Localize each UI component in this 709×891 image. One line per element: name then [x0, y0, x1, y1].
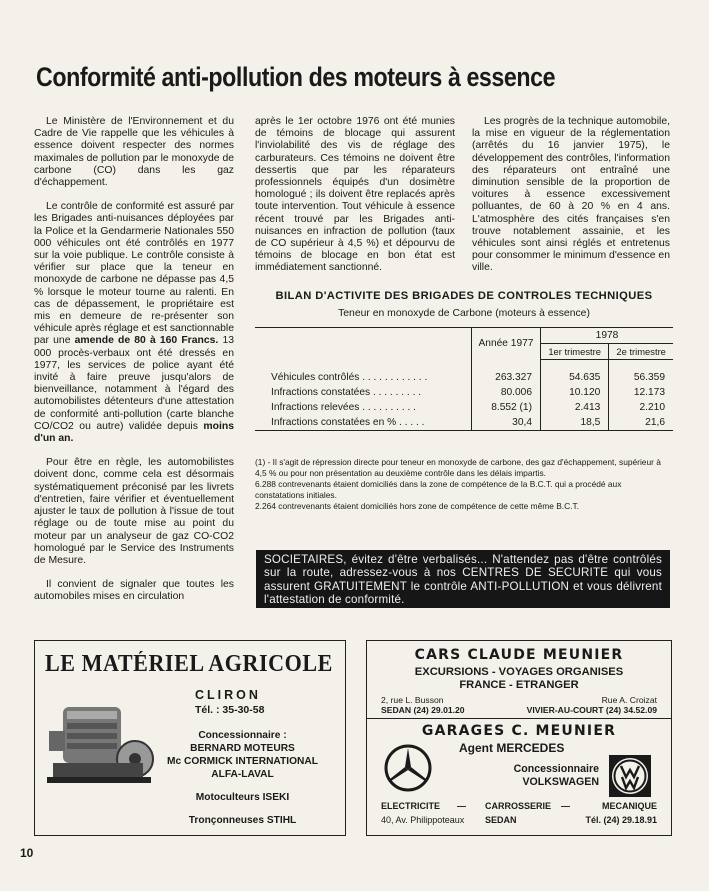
activity-table-block — [255, 290, 673, 431]
ad-city: CLIRON — [195, 688, 261, 702]
address-right: Rue A. Croizat — [601, 695, 657, 705]
paragraph: après le 1er octobre 1976 ont été munies de témoins de blocage qui assurent l'inviolabilité des vis de réglage des carburateurs. Ces témoins ne doivent être dessertis que par les réparateurs professionnels équipés d'un dosimètre homologué ; ils doivent être replacés après toute intervention. Tout véhicule à essence récent trouvé par les Brigades anti-nuisances en infraction de pollution (taux de CO supérieur à 4,5 %) et dépourvu de témoins de blocage en bon état est immédiatement sanctionné. — [255, 116, 455, 274]
paragraph: Pour être en règle, les automobilistes doivent donc, comme cela est désormais systématiquement préconisé par les livrets d'entretien, faire vérifier et éventuellement ajuster le taux de pollution à l'issue de tout réglage ou de toute mise au point du moteur par un analyseur de gaz CO-CO2 homologué par le Service des Instruments de Mesure. — [34, 457, 234, 566]
table-row — [255, 400, 673, 415]
row-label: Véhicules contrôlés . . . . . . . . . . . . — [271, 371, 428, 383]
row-label: Infractions constatées . . . . . . . . . — [271, 386, 422, 398]
header-year-1977: Année 1977 — [472, 328, 541, 360]
agent-label: Agent MERCEDES — [459, 741, 565, 755]
activity-table — [255, 327, 673, 431]
ad-line: ALFA-LAVAL — [211, 769, 274, 780]
cell-t2: 2.210 — [609, 400, 673, 415]
page-number: 10 — [20, 846, 34, 860]
cell-1977: 263.327 — [472, 370, 541, 385]
paragraph — [34, 201, 234, 445]
ad-details — [145, 729, 340, 827]
row-label: Infractions constatées en % . . . . . — [271, 416, 425, 428]
cell-t1: 2.413 — [541, 400, 609, 415]
cell-1977: 8.552 (1) — [472, 400, 541, 415]
table-corner — [255, 328, 472, 360]
cell-t2: 12.173 — [609, 385, 673, 400]
paragraph: Le Ministère de l'Environnement et du Cadre de Vie rappelle que les véhicules à essence doivent respecter des normes maximales de pollution par le monoxyde de carbone (CO) dans les gaz d'échappement. — [34, 116, 234, 189]
footnote: 2.264 contrevenants étaient domiciliés hors zone de compétence de cette même B.C.T. — [255, 501, 580, 511]
table-row — [255, 385, 673, 400]
header-trimester-1: 1er trimestre — [541, 344, 609, 360]
ad-title: LE MATÉRIEL AGRICOLE — [45, 651, 333, 677]
article-column-2 — [255, 116, 455, 287]
phone-right: VIVIER-AU-COURT (24) 34.52.09 — [526, 705, 657, 715]
row-label: Infractions relevées . . . . . . . . . . — [271, 401, 416, 413]
ad-line: BERNARD MOTEURS — [190, 743, 295, 754]
divider — [367, 718, 671, 719]
table-subtitle: Teneur en monoxyde de Carbone (moteurs à essence) — [338, 308, 590, 319]
ad-subtitle: EXCURSIONS - VOYAGES ORGANISES — [414, 666, 624, 678]
cell-t1: 54.635 — [541, 370, 609, 385]
ad-line: Tronçonneuses STIHL — [188, 815, 297, 826]
paragraph: Les progrès de la technique automobile, la mise en vigueur de la réglementation (arrêtés du 16 janvier 1975), le développement des contrôles, l'information des réparateurs ont entraîné une diminution sensible de la proportion de voitures à essence excessivement polluantes, de 60 à 20 % en 4 ans. L'atmosphère des cités françaises s'en trouve notablement assainie, et les véhicules sont ainsi réglés et entretenus pour consommer le minimum d'essence en ville. — [472, 116, 670, 274]
cell-t1: 18,5 — [541, 415, 609, 431]
ad-title: CARS CLAUDE MEUNIER — [414, 647, 624, 663]
ad-materiel-agricole — [34, 640, 346, 836]
ad-phone: Tél. : 35-30-58 — [195, 704, 265, 716]
cell-t2: 21,6 — [609, 415, 673, 431]
cell-1977: 30,4 — [472, 415, 541, 431]
fine-amount: amende de 80 à 160 Francs. — [74, 335, 219, 347]
concession-label: Concessionnaire VOLKSWAGEN — [513, 763, 599, 788]
cell-1977: 80.006 — [472, 385, 541, 400]
ad-line: Mc CORMICK INTERNATIONAL — [167, 756, 318, 767]
phone-left: SEDAN (24) 29.01.20 — [381, 705, 465, 715]
text-run: 13 000 procès-verbaux ont été dressés en 1977, les services de police ayant été invité à faire preuve jusqu'alors de bienveillance, notamment à l'égard des automobilistes détenteurs d'une attestation de conformité anti-pollution (carte blanche CO/CO2 ou autre) validée depuis — [34, 335, 234, 432]
footnote: (1) - Il s'agit de répression directe pour teneur en monoxyde de carbone, des gaz d'échappement, supérieur à 4,5 % ou pour non présentation au deuxième contrôle dans les délais impartis. — [255, 457, 661, 478]
members-notice-box: SOCIETAIRES, évitez d'être verbalisés... N'attendez pas d'être contrôlés sur la route, adressez-vous à nos CENTRES DE SECURITE qui vous assurent GRATUITEMENT le contrôle ANTI-POLLUTION et vous délivrent l'attestation de conformité. — [256, 550, 670, 608]
cell-t1: 10.120 — [541, 385, 609, 400]
text-run: Le contrôle de conformité est assuré par les Brigades anti-nuisances déployées par la Police et la Gendarmerie Nationales 550 000 véhicules ont été contrôlés en 1977 sur la voie publique. Le contrôle consiste à vérifier sur place que la teneur en monoxyde de carbone ne dépasse pas 4,5 % lorsque le moteur tourne au ralenti. En cas de dépassement, le propriétaire est mis en demeure de re-présenter son véhicule après réglage et est sanctionnable par une — [34, 201, 234, 347]
table-row — [255, 370, 673, 385]
paragraph: Il convient de signaler que toutes les automobiles mises en circulation — [34, 579, 234, 603]
cell-t2: 56.359 — [609, 370, 673, 385]
header-year-1978: 1978 — [541, 328, 674, 344]
ad-line: Concessionnaire : — [198, 730, 287, 741]
validity-period: moins d'un an. — [34, 420, 234, 445]
ad-phone-row — [381, 705, 657, 715]
header-trimester-2: 2e trimestre — [609, 344, 673, 360]
ad-subtitle: FRANCE - ETRANGER — [459, 679, 579, 691]
article-title: Conformité anti-pollution des moteurs à essence — [36, 62, 556, 92]
garages-title: GARAGES C. MEUNIER — [421, 723, 617, 739]
article-column-1 — [34, 116, 234, 616]
volkswagen-logo-icon — [609, 755, 651, 797]
article-column-3 — [472, 116, 670, 287]
address-left: 2, rue L. Busson — [381, 695, 444, 705]
ad-cars-claude-meunier: CARS CLAUDE MEUNIER EXCURSIONS - VOYAGES ORGANISES FRANCE - ETRANGER 2, rue L. Busson Rue A. Croizat SEDAN (24) 29.01.20 VIVIER-AU-COURT (24) 34.52.09 GARAGES C. MEUNIER Agent MERCEDES Concessionnaire VOLKSWAGEN ELECTRICITE — CARROSSERIE — MECANIQUE 40, Av. Philippoteaux SEDAN Tél. (24) 29.18.91 — [366, 640, 672, 836]
footnote: 6.288 contrevenants étaient domiciliés dans la zone de compétence de la B.C.T. qui a procédé aux constatations initiales. — [255, 479, 622, 500]
ad-address-row — [381, 695, 657, 705]
mercedes-star-icon — [383, 743, 433, 793]
ad-line: Motoculteurs ISEKI — [195, 792, 290, 803]
table-notes — [255, 457, 673, 513]
table-row — [255, 415, 673, 431]
table-title: BILAN D'ACTIVITE DES BRIGADES DE CONTROLES TECHNIQUES — [275, 290, 653, 302]
